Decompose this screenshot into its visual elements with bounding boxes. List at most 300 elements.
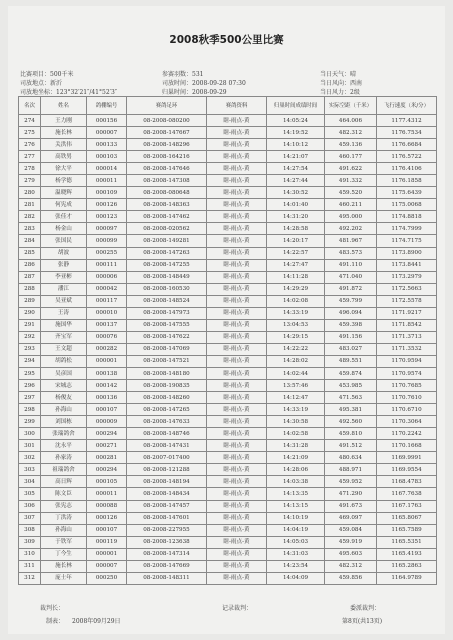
loft-cell: 000010	[87, 307, 127, 319]
speed-cell: 1172.5578	[377, 295, 437, 307]
rank-cell: 292	[19, 331, 41, 343]
name-cell: 刘国栋	[41, 416, 87, 428]
loft-cell: 000011	[87, 175, 127, 187]
ring-cell: 08-2008-147622	[127, 331, 207, 343]
ring-cell: 08-2008-148449	[127, 271, 207, 283]
distance-cell: 488.971	[325, 464, 377, 476]
distance-cell: 480.634	[325, 452, 377, 464]
name-cell: 吴亚斌	[41, 295, 87, 307]
time-cell: 13:57:46	[267, 380, 325, 392]
table-row	[19, 187, 437, 199]
name-cell: 王力刚	[41, 115, 87, 127]
info-cell: 瞎-雨点-黄	[207, 488, 267, 500]
speed-cell: 1175.0068	[377, 199, 437, 211]
table-row	[19, 319, 437, 331]
distance-cell: 459.084	[325, 524, 377, 536]
col-info-header: 赛鸽资料	[207, 97, 267, 115]
rank-cell: 278	[19, 163, 41, 175]
speed-cell: 1171.9217	[377, 307, 437, 319]
info-cell: 瞎-雨点-黄	[207, 367, 267, 379]
speed-cell: 1165.7589	[377, 524, 437, 536]
info-cell: 瞎-雨点-黄	[207, 416, 267, 428]
entries-value: 531	[192, 71, 204, 78]
name-cell: 杨学德	[41, 175, 87, 187]
rank-cell: 302	[19, 452, 41, 464]
entries-info	[162, 69, 203, 78]
table-row	[19, 295, 437, 307]
time-cell: 14:27:54	[267, 163, 325, 175]
name-cell: 陈文臣	[41, 488, 87, 500]
name-cell: 张瑞鸽舍	[41, 428, 87, 440]
entries-label: 参赛羽数：	[162, 71, 193, 78]
speed-cell: 1171.3713	[377, 331, 437, 343]
ring-cell: 08-2008-123638	[127, 536, 207, 548]
table-row	[19, 259, 437, 271]
name-cell: 庞士年	[41, 572, 87, 584]
speed-cell: 1171.8542	[377, 319, 437, 331]
time-cell: 14:02:44	[267, 367, 325, 379]
referee-label: 裁判长：	[40, 605, 65, 612]
time-cell: 14:12:47	[267, 392, 325, 404]
distance-cell: 495.000	[325, 211, 377, 223]
speed-cell: 1173.8441	[377, 259, 437, 271]
info-cell: 瞎-雨点-黄	[207, 380, 267, 392]
ring-cell: 08-2008-147431	[127, 440, 207, 452]
table-row	[19, 223, 437, 235]
loft-cell: 000117	[87, 295, 127, 307]
loft-cell: 000126	[87, 199, 127, 211]
rank-cell: 279	[19, 175, 41, 187]
distance-cell: 495.381	[325, 404, 377, 416]
col-rank-header: 名次	[19, 97, 41, 115]
page-title: 2008秋季500公里比赛	[169, 34, 284, 46]
ring-cell: 08-2008-147633	[127, 416, 207, 428]
ring-cell: 08-2008-160530	[127, 283, 207, 295]
ring-cell: 08-2008-147646	[127, 163, 207, 175]
rank-cell: 291	[19, 319, 41, 331]
wind-value: 西南	[350, 80, 363, 87]
time-cell: 14:23:54	[267, 560, 325, 572]
time-cell: 14:28:58	[267, 223, 325, 235]
speed-cell: 1165.4193	[377, 548, 437, 560]
name-cell: 于铁军	[41, 536, 87, 548]
time-cell: 14:05:24	[267, 115, 325, 127]
ring-cell: 08-2008-148746	[127, 428, 207, 440]
name-cell: 温晓辉	[41, 187, 87, 199]
time-cell: 14:28:06	[267, 464, 325, 476]
info-cell: 瞎-雨点-黄	[207, 343, 267, 355]
speed-cell: 1171.3532	[377, 343, 437, 355]
rank-cell: 276	[19, 139, 41, 151]
ring-cell: 08-2008-080200	[127, 115, 207, 127]
rank-cell: 304	[19, 476, 41, 488]
name-cell: 丁今生	[41, 548, 87, 560]
rank-cell: 298	[19, 404, 41, 416]
made-date: 2008年09月29日	[72, 618, 121, 625]
loft-cell: 000109	[87, 187, 127, 199]
loft-cell: 000011	[87, 488, 127, 500]
distance-cell: 459.398	[325, 319, 377, 331]
table-row	[19, 404, 437, 416]
table-row	[19, 367, 437, 379]
rank-cell: 296	[19, 380, 41, 392]
loft-cell: 000007	[87, 127, 127, 139]
name-cell: 孙海山	[41, 404, 87, 416]
weather-label: 当日天气：	[320, 71, 351, 78]
speed-cell: 1165.5351	[377, 536, 437, 548]
info-cell: 瞎-雨点-黄	[207, 464, 267, 476]
info-cell: 瞎-雨点-黄	[207, 211, 267, 223]
info-cell: 瞎-雨点-黄	[207, 476, 267, 488]
distance-cell: 459.520	[325, 187, 377, 199]
release-value: 2008-09-28 07:30	[192, 80, 246, 87]
page-number	[342, 616, 382, 625]
loft-cell: 000088	[87, 500, 127, 512]
rank-cell: 287	[19, 271, 41, 283]
recorder-label: 记录裁判：	[222, 605, 253, 612]
table-row	[19, 139, 437, 151]
table-row	[19, 416, 437, 428]
table-row	[19, 115, 437, 127]
name-cell: 高日辉	[41, 476, 87, 488]
time-cell: 14:33:19	[267, 307, 325, 319]
info-cell: 瞎-雨点-黄	[207, 199, 267, 211]
ring-cell: 08-2008-148180	[127, 367, 207, 379]
distance-cell: 471.563	[325, 392, 377, 404]
distance-label: 比赛项目：	[20, 71, 51, 78]
table-row	[19, 512, 437, 524]
table-header-row	[19, 97, 437, 115]
rank-cell: 281	[19, 199, 41, 211]
info-cell: 瞎-雨点-黄	[207, 512, 267, 524]
info-cell: 瞎-雨点-黄	[207, 223, 267, 235]
ring-cell: 08-2008-147308	[127, 175, 207, 187]
ring-cell: 08-2008-147263	[127, 247, 207, 259]
info-cell: 瞎-雨点-黄	[207, 440, 267, 452]
name-cell: 吴彦国	[41, 367, 87, 379]
ring-cell: 08-2008-148311	[127, 572, 207, 584]
table-row	[19, 500, 437, 512]
info-cell: 瞎-雨点-黄	[207, 295, 267, 307]
table-row	[19, 247, 437, 259]
weather-value: 晴	[350, 71, 357, 78]
ring-cell: 08-2008-147669	[127, 560, 207, 572]
speed-cell: 1170.7610	[377, 392, 437, 404]
speed-cell: 1165.2863	[377, 560, 437, 572]
rank-cell: 308	[19, 524, 41, 536]
speed-cell: 1175.6439	[377, 187, 437, 199]
rank-cell: 283	[19, 223, 41, 235]
distance-cell: 491.872	[325, 283, 377, 295]
info-cell: 瞎-雨点-黄	[207, 271, 267, 283]
table-row	[19, 464, 437, 476]
distance-cell: 453.985	[325, 380, 377, 392]
time-cell: 14:30:52	[267, 187, 325, 199]
table-row	[19, 392, 437, 404]
table-row	[19, 163, 437, 175]
distance-cell: 483.573	[325, 247, 377, 259]
ring-cell: 08-2008-020562	[127, 223, 207, 235]
col-loft-header: 鸽棚编号	[87, 97, 127, 115]
table-row	[19, 271, 437, 283]
time-cell: 14:02:08	[267, 295, 325, 307]
loft-cell: 000136	[87, 392, 127, 404]
name-cell: 杨俊友	[41, 392, 87, 404]
rank-cell: 297	[19, 392, 41, 404]
speed-cell: 1174.7175	[377, 235, 437, 247]
time-cell: 14:19:52	[267, 127, 325, 139]
rank-cell: 312	[19, 572, 41, 584]
speed-cell: 1170.3064	[377, 416, 437, 428]
loft-cell: 000142	[87, 380, 127, 392]
distance-cell: 491.156	[325, 331, 377, 343]
rank-cell: 284	[19, 235, 41, 247]
table-row	[19, 476, 437, 488]
distance-cell: 460.177	[325, 151, 377, 163]
time-cell: 14:28:02	[267, 355, 325, 367]
distance-cell: 459.136	[325, 139, 377, 151]
ring-cell: 08-2008-148296	[127, 139, 207, 151]
time-cell: 14:21:09	[267, 452, 325, 464]
loft-cell: 000281	[87, 452, 127, 464]
speed-cell: 1176.6684	[377, 139, 437, 151]
loft-cell: 000006	[87, 271, 127, 283]
distance-info	[20, 69, 73, 78]
info-cell: 瞎-雨点-黄	[207, 247, 267, 259]
name-cell: 何宪成	[41, 199, 87, 211]
name-cell: 王文超	[41, 343, 87, 355]
name-cell: 丁洪涛	[41, 512, 87, 524]
ring-cell: 08-2008-121288	[127, 464, 207, 476]
table-row	[19, 343, 437, 355]
info-cell: 瞎-雨点-黄	[207, 175, 267, 187]
info-cell: 瞎-雨点-黄	[207, 283, 267, 295]
loft-cell: 000001	[87, 355, 127, 367]
time-cell: 14:10:12	[267, 139, 325, 151]
loft-cell: 000007	[87, 560, 127, 572]
windforce-info	[320, 87, 360, 96]
distance-cell: 459.874	[325, 367, 377, 379]
rank-cell: 295	[19, 367, 41, 379]
table-row	[19, 151, 437, 163]
loft-cell: 000107	[87, 524, 127, 536]
distance-cell: 492.560	[325, 416, 377, 428]
distance-cell: 491.332	[325, 175, 377, 187]
rank-cell: 305	[19, 488, 41, 500]
loft-cell: 000255	[87, 247, 127, 259]
speed-cell: 1173.2979	[377, 271, 437, 283]
speed-cell: 1170.6710	[377, 404, 437, 416]
ring-cell: 08-2008-147521	[127, 355, 207, 367]
wind-label: 当日风向：	[320, 80, 351, 87]
name-cell: 杨金山	[41, 223, 87, 235]
table-row	[19, 428, 437, 440]
name-cell: 高铁男	[41, 151, 87, 163]
loft-cell: 000014	[87, 163, 127, 175]
distance-cell: 471.290	[325, 488, 377, 500]
speed-cell: 1169.9554	[377, 464, 437, 476]
distance-cell: 492.202	[325, 223, 377, 235]
speed-cell: 1177.4312	[377, 115, 437, 127]
table-row	[19, 175, 437, 187]
distance-cell: 483.027	[325, 343, 377, 355]
loft-cell: 000282	[87, 343, 127, 355]
time-cell: 14:31:20	[267, 211, 325, 223]
info-cell: 瞎-雨点-黄	[207, 452, 267, 464]
loft-cell: 000294	[87, 428, 127, 440]
name-cell: 胡鸽松	[41, 355, 87, 367]
loft-cell: 000009	[87, 416, 127, 428]
info-cell: 瞎-雨点-黄	[207, 151, 267, 163]
table-row	[19, 127, 437, 139]
info-cell: 瞎-雨点-黄	[207, 259, 267, 271]
ring-cell: 08-2008-147555	[127, 319, 207, 331]
distance-cell: 459.810	[325, 428, 377, 440]
coord-value: 123°32′21″/41°52′3″	[56, 89, 118, 96]
name-cell: 潘江	[41, 283, 87, 295]
name-cell: 胡波	[41, 247, 87, 259]
ring-cell: 08-2008-147265	[127, 404, 207, 416]
name-cell: 祖瑞鸽舍	[41, 464, 87, 476]
ring-cell: 08-2008-147462	[127, 211, 207, 223]
name-cell: 张佳才	[41, 211, 87, 223]
loft-cell: 000271	[87, 440, 127, 452]
coord-label: 司放地坐标：	[20, 89, 57, 96]
distance-cell: 481.967	[325, 235, 377, 247]
distance-cell: 459.799	[325, 295, 377, 307]
time-cell: 14:22:22	[267, 343, 325, 355]
info-cell: 瞎-雨点-黄	[207, 319, 267, 331]
info-cell: 瞎-雨点-黄	[207, 548, 267, 560]
loft-cell: 000119	[87, 536, 127, 548]
time-cell: 14:22:57	[267, 247, 325, 259]
loft-cell: 000105	[87, 476, 127, 488]
speed-cell: 1164.9789	[377, 572, 437, 584]
time-cell: 14:05:03	[267, 536, 325, 548]
ring-cell: 08-2008-227955	[127, 524, 207, 536]
speed-cell: 1176.1858	[377, 175, 437, 187]
info-cell: 瞎-雨点-黄	[207, 331, 267, 343]
loft-cell: 000076	[87, 331, 127, 343]
name-cell: 张国民	[41, 235, 87, 247]
ring-cell: 08-2008-148524	[127, 295, 207, 307]
results-table	[18, 96, 437, 585]
recorder-line	[222, 603, 252, 612]
rank-cell: 286	[19, 259, 41, 271]
release-label: 司放时间：	[162, 80, 193, 87]
table-row	[19, 536, 437, 548]
page-number-text: 第8页(共13页)	[342, 618, 383, 625]
ring-cell: 08-2008-147314	[127, 548, 207, 560]
committee-label: 委派裁判：	[350, 605, 381, 612]
rank-cell: 275	[19, 127, 41, 139]
referee-line	[40, 603, 64, 612]
time-cell: 14:03:38	[267, 476, 325, 488]
name-cell: 孙家涛	[41, 452, 87, 464]
speed-cell: 1170.1668	[377, 440, 437, 452]
info-cell: 瞎-雨点-黄	[207, 115, 267, 127]
loft-cell: 000133	[87, 139, 127, 151]
distance-cell: 491.622	[325, 163, 377, 175]
table-row	[19, 560, 437, 572]
info-cell: 瞎-雨点-黄	[207, 392, 267, 404]
speed-cell: 1170.7685	[377, 380, 437, 392]
loft-cell: 000250	[87, 572, 127, 584]
time-cell: 14:33:19	[267, 404, 325, 416]
time-cell: 14:27:44	[267, 175, 325, 187]
name-cell: 施长林	[41, 127, 87, 139]
ring-cell: 08-2008-149281	[127, 235, 207, 247]
info-cell: 瞎-雨点-黄	[207, 536, 267, 548]
place-value: 新沂	[50, 80, 63, 87]
distance-cell: 459.919	[325, 536, 377, 548]
name-cell: 齐宝军	[41, 331, 87, 343]
table-body	[19, 115, 437, 585]
place-label: 司放地点：	[20, 80, 51, 87]
ring-cell: 08-2008-147973	[127, 307, 207, 319]
name-cell: 张宪志	[41, 500, 87, 512]
table-row	[19, 572, 437, 584]
distance-cell: 471.040	[325, 271, 377, 283]
col-speed-header: 飞行速度（米/分）	[377, 97, 437, 115]
time-cell: 14:20:17	[267, 235, 325, 247]
name-cell: 王涛	[41, 307, 87, 319]
info-cell: 瞎-雨点-黄	[207, 139, 267, 151]
speed-cell: 1176.7534	[377, 127, 437, 139]
table-row	[19, 548, 437, 560]
made-line	[46, 616, 121, 625]
loft-cell: 000123	[87, 211, 127, 223]
ring-cell: 08-2008-147069	[127, 343, 207, 355]
loft-cell: 000097	[87, 223, 127, 235]
rank-cell: 307	[19, 512, 41, 524]
ring-cell: 08-2008-190835	[127, 380, 207, 392]
speed-cell: 1176.5722	[377, 151, 437, 163]
speed-cell: 1167.1763	[377, 500, 437, 512]
time-cell: 14:10:19	[267, 512, 325, 524]
rank-cell: 280	[19, 187, 41, 199]
distance-cell: 491.110	[325, 259, 377, 271]
time-cell: 14:13:15	[267, 500, 325, 512]
speed-cell: 1170.9574	[377, 367, 437, 379]
distance-cell: 482.312	[325, 127, 377, 139]
loft-cell: 000111	[87, 259, 127, 271]
loft-cell: 000042	[87, 283, 127, 295]
speed-cell: 1174.8818	[377, 211, 437, 223]
distance-cell: 460.211	[325, 199, 377, 211]
info-cell: 瞎-雨点-黄	[207, 404, 267, 416]
windforce-label: 当日风力：	[320, 89, 351, 96]
name-cell: 孙海山	[41, 524, 87, 536]
ring-cell: 08-2008-148434	[127, 488, 207, 500]
table-row	[19, 355, 437, 367]
rank-cell: 289	[19, 295, 41, 307]
speed-cell: 1173.8900	[377, 247, 437, 259]
name-cell: 施长林	[41, 560, 87, 572]
time-cell: 14:31:03	[267, 548, 325, 560]
rank-cell: 282	[19, 211, 41, 223]
release-info	[162, 78, 246, 87]
ring-cell: 08-2008-080648	[127, 187, 207, 199]
info-cell: 瞎-雨点-黄	[207, 187, 267, 199]
ring-cell: 08-2007-017400	[127, 452, 207, 464]
ring-cell: 08-2008-148260	[127, 392, 207, 404]
rank-cell: 303	[19, 464, 41, 476]
info-cell: 瞎-雨点-黄	[207, 163, 267, 175]
table-row	[19, 524, 437, 536]
col-distance-header: 实际空距（千米）	[325, 97, 377, 115]
made-label: 制表：	[46, 618, 65, 625]
